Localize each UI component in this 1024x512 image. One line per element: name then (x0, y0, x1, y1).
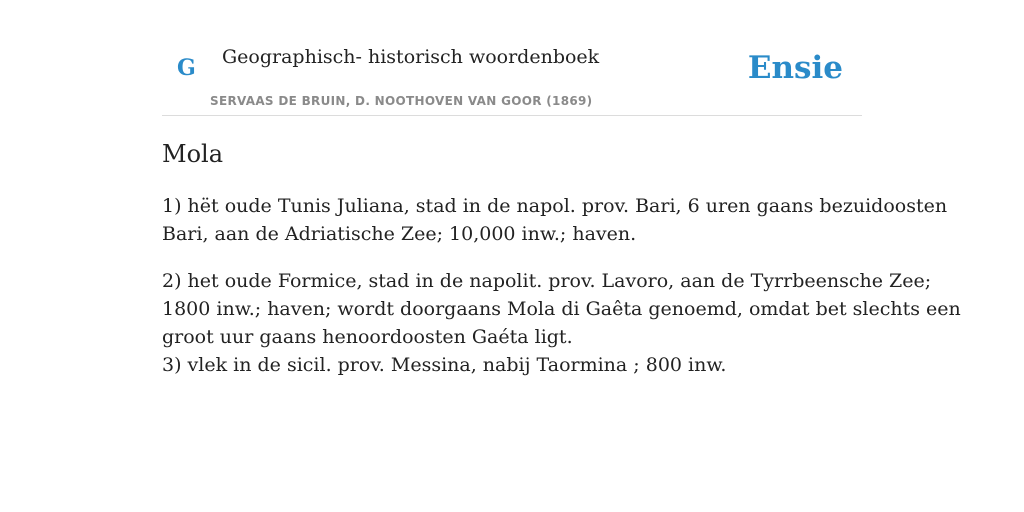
entry-line: 1800 inw.; haven; wordt doorgaans Mola di Gaêta genoemd, omdat bet slechts een (162, 298, 961, 320)
entry-line: 3) vlek in de sicil. prov. Messina, nabij Taormina ; 800 inw. (162, 354, 727, 376)
entry-line: 1) hët oude Tunis Juliana, stad in de napol. prov. Bari, 6 uren gaans bezuidoosten (162, 195, 948, 217)
dictionary-title-link[interactable]: Geographisch- historisch woordenboek (222, 46, 600, 68)
entry-paragraph (162, 267, 961, 379)
ensie-logo[interactable]: Ensie (747, 50, 843, 86)
entry-line: groot uur gaans henoordoosten Gaéta ligt. (162, 326, 573, 348)
entry-paragraph (162, 192, 948, 248)
dictionary-author: SERVAAS DE BRUIN, D. NOOTHOVEN VAN GOOR (1869) (210, 94, 593, 108)
entry-line: 2) het oude Formice, stad in de napolit. prov. Lavoro, aan de Tyrrbeensche Zee; (162, 270, 932, 292)
entry-title: Mola (162, 140, 224, 168)
page (162, 0, 961, 376)
entry-body (162, 192, 961, 398)
dictionary-initial-icon[interactable]: G (177, 55, 196, 81)
entry-line: Bari, aan de Adriatische Zee; 10,000 inw.; haven. (162, 223, 637, 245)
dictionary-header (162, 0, 862, 116)
